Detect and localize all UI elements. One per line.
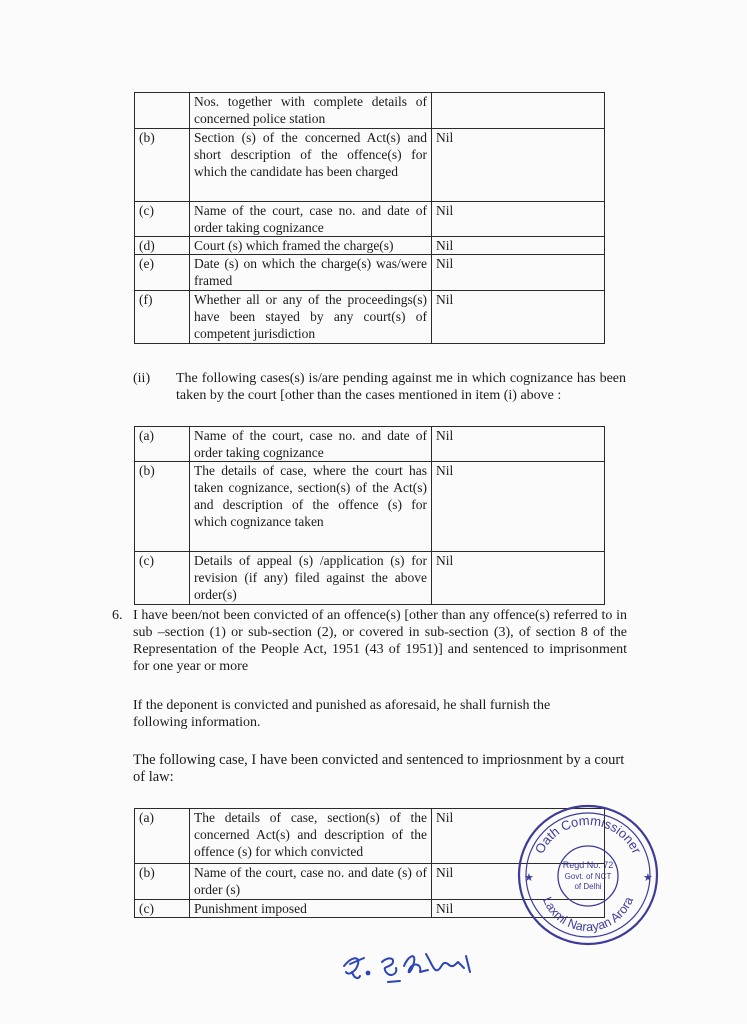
row-label: (c) — [135, 900, 190, 918]
row-description: Name of the court, case no. and date of order taking cognizance — [190, 202, 432, 237]
table-row — [135, 237, 605, 255]
row-value: Nil — [432, 809, 605, 864]
row-description: Name of the court, case no. and date (s) of order (s) — [190, 864, 432, 900]
charges-table — [134, 92, 605, 344]
table-row — [135, 129, 605, 202]
row-label: (b) — [135, 462, 190, 552]
row-label: (d) — [135, 237, 190, 255]
row-label: (e) — [135, 255, 190, 291]
row-value: Nil — [432, 552, 605, 605]
table-row — [135, 255, 605, 291]
row-value: Nil — [432, 202, 605, 237]
row-description: Name of the court, case no. and date of order taking cognizance — [190, 427, 432, 462]
row-description: Nos. together with complete details of concerned police station — [190, 93, 432, 129]
section-ii-text: The following cases(s) is/are pending against me in which cognizance has been taken by the court [other than the cases mentioned in item (i) above : — [176, 371, 626, 403]
oath-commissioner-stamp — [516, 803, 661, 948]
stamp-outer-text: Oath Commissioner — [531, 812, 645, 857]
row-description: Details of appeal (s) /application (s) for revision (if any) filed against the above order(s) — [190, 552, 432, 605]
row-description: Section (s) of the concerned Act(s) and short description of the offence(s) for which the candidate has been charged — [190, 129, 432, 202]
row-description: Punishment imposed — [190, 900, 432, 918]
stamp-reg-text: Regd No. 72 — [562, 860, 614, 870]
row-label: (f) — [135, 291, 190, 344]
row-value — [432, 93, 605, 129]
stamp-name-text: Laxmi Narayan Arora — [539, 894, 637, 935]
table-row — [135, 202, 605, 237]
table-row — [135, 427, 605, 462]
row-description: The details of case, where the court has taken cognizance, section(s) of the Act(s) and description of the offence (s) for which cognizance taken — [190, 462, 432, 552]
row-description: Date (s) on which the charge(s) was/were framed — [190, 255, 432, 291]
row-label: (b) — [135, 129, 190, 202]
table-row — [135, 462, 605, 552]
table-row — [135, 552, 605, 605]
pending-cases-table — [134, 426, 605, 605]
stamp-delhi-text: of Delhi — [574, 882, 602, 891]
row-label: (b) — [135, 864, 190, 900]
row-value: Nil — [432, 462, 605, 552]
deponent-instruction: If the deponent is convicted and punished as aforesaid, he shall furnish the following information. — [133, 698, 551, 730]
row-label: (c) — [135, 552, 190, 605]
row-value: Nil — [432, 255, 605, 291]
item-number: 6. — [112, 608, 123, 623]
row-label — [135, 93, 190, 129]
row-value: Nil — [432, 237, 605, 255]
row-description: The details of case, section(s) of the concerned Act(s) and description of the offence (s) for which convicted — [190, 809, 432, 864]
row-label: (a) — [135, 427, 190, 462]
row-value: Nil — [432, 900, 605, 918]
signature — [338, 944, 488, 986]
row-value: Nil — [432, 427, 605, 462]
item-6-text: I have been/not been convicted of an offence(s) [other than any offence(s) referred to in sub –section (1) or sub-section (2), or covered in sub-section (3), of section 8 of the Representation of the People Act, 1951 (43 of 1951)] and sentenced to imprisonment for one year or more — [133, 608, 627, 674]
star-icon: ★ — [524, 872, 534, 884]
stamp-govt-text: Govt. of NCT — [564, 872, 612, 881]
row-label: (c) — [135, 202, 190, 237]
row-value: Nil — [432, 864, 605, 900]
row-description: Whether all or any of the proceedings(s) have been stayed by any court(s) of competent jurisdiction — [190, 291, 432, 344]
table-row — [135, 93, 605, 129]
conviction-intro: The following case, I have been convicted and sentenced to impriosnment by a court of law: — [133, 752, 625, 785]
row-description: Court (s) which framed the charge(s) — [190, 237, 432, 255]
table-row — [135, 291, 605, 344]
section-number: (ii) — [133, 371, 151, 386]
row-label: (a) — [135, 809, 190, 864]
row-value: Nil — [432, 291, 605, 344]
row-value: Nil — [432, 129, 605, 202]
star-icon: ★ — [643, 872, 653, 884]
